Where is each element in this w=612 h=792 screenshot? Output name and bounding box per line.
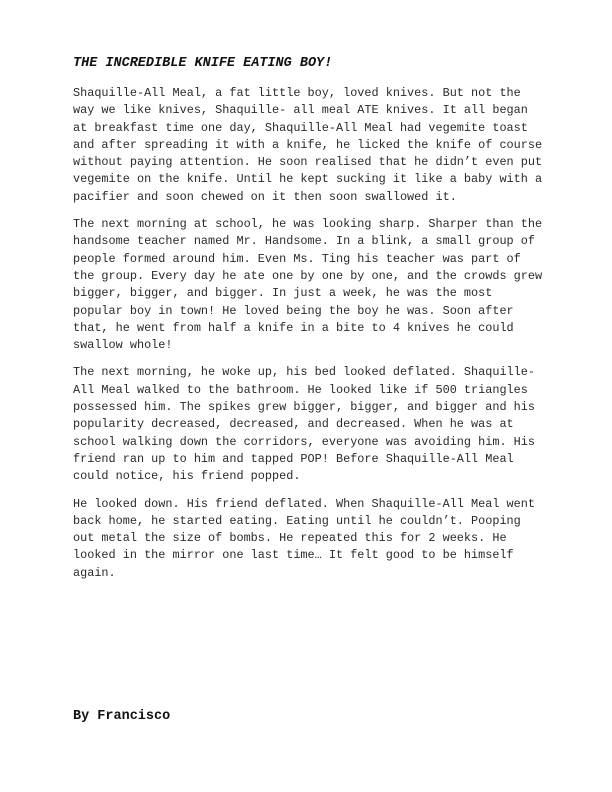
story-title: THE INCREDIBLE KNIFE EATING BOY! (73, 56, 333, 71)
story-paragraph-1: Shaquille-All Meal, a fat little boy, loved knives. But not the way we like knives, Shaquille- all meal ATE knives. It all began at breakfast time one day, Shaquille-All Meal had vegemite toast and after spreading it with a knife, he licked the knife of course without paying attention. He soon realised that he didn’t even put vegemite on the knife. Until he kept sucking it like a baby with a pacifier and soon chewed on it then soon swallowed it. (73, 86, 543, 204)
story-paragraph-2: The next morning at school, he was looking sharp. Sharper than the handsome teacher named Mr. Handsome. In a blink, a small group of people formed around him. Even Ms. Ting his teacher was part of the group. Every day he ate one by one by one, and the crowds grew bigger, bigger, and bigger. In just a week, he was the most popular boy in town! He loved being the boy he was. Soon after that, he went from half a knife in a bite to 4 knives he could swallow whole! (73, 217, 543, 353)
document-body (73, 56, 543, 592)
story-paragraph-3: The next morning, he woke up, his bed looked deflated. Shaquille-All Meal walked to the bathroom. He looked like if 500 triangles possessed him. The spikes grew bigger, bigger, and bigger and his popularity decreased, decreased, and decreased. When he was at school walking down the corridors, everyone was avoiding him. His friend ran up to him and tapped POP! Before Shaquille-All Meal could notice, his friend popped. (73, 365, 535, 484)
author-byline: By Francisco (73, 709, 171, 724)
story-paragraph-4: He looked down. His friend deflated. When Shaquille-All Meal went back home, he started eating. Eating until he couldn’t. Pooping out metal the size of bombs. He repeated this for 2 weeks. He looked in the mirror one last time… It felt good to be himself again. (73, 496, 535, 580)
